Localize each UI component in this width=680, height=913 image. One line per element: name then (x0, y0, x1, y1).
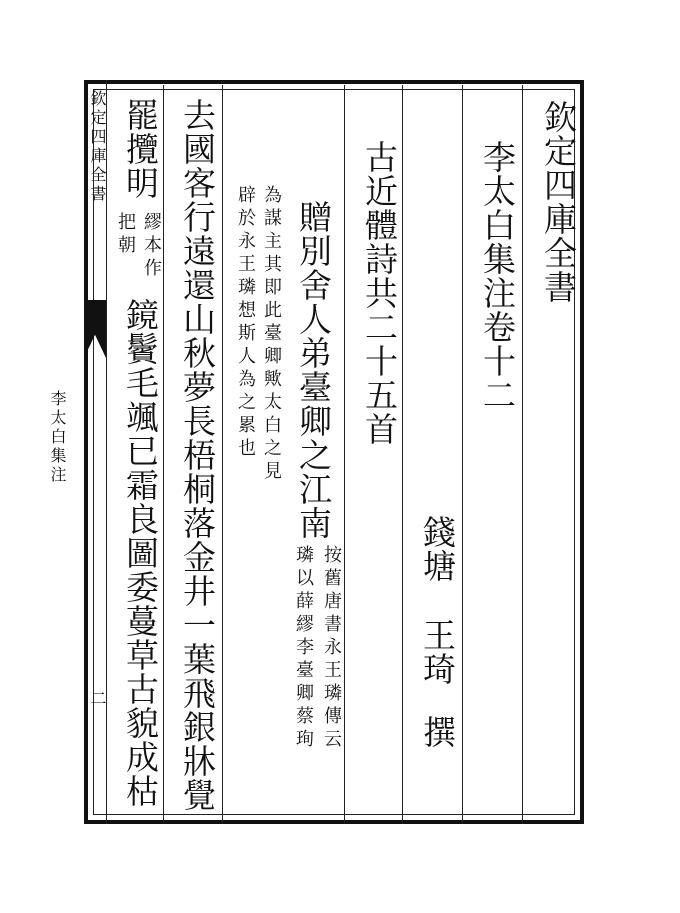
inline-annotation-left: 把朝 (115, 212, 136, 258)
margin-book-label: 李太白集注 (48, 390, 67, 485)
column-rule (344, 85, 345, 824)
editor-role: 撰 (418, 715, 457, 749)
column-rule (522, 85, 523, 824)
poem-line: 罷攬明 (121, 98, 160, 200)
inline-annotation-right: 繆本作 (141, 212, 162, 281)
poem-line: 去國客行遠還山秋夢長梧桐落金井一葉飛銀牀覺 (178, 98, 217, 812)
editor-name: 王琦 (418, 618, 457, 686)
poem-line: 鏡鬢毛颯已霜良圖委蔓草古貌成枯 (121, 298, 160, 808)
margin-header-label: 欽定四庫全書 (88, 90, 107, 204)
annotation-right: 為謀主其即此臺卿歟太白之見 (261, 185, 282, 484)
volume-title: 李太白集注卷十二 (478, 140, 517, 412)
column-rule (462, 85, 463, 824)
annotation-right: 按舊唐書永王璘傳云 (321, 545, 342, 752)
annotation-left: 辟於永王璘想斯人為之累也 (235, 185, 256, 461)
editor-place: 錢塘 (418, 515, 457, 583)
annotation-left: 璘以薛繆李臺卿蔡珣 (293, 545, 314, 752)
column-rule (222, 85, 223, 824)
margin-page-number: 二 (88, 690, 107, 709)
section-heading: 古近體詩共二十五首 (360, 140, 399, 446)
poem-title: 贈別舍人弟臺卿之江南 (294, 200, 333, 540)
collection-title: 欽定四庫全書 (539, 100, 578, 304)
